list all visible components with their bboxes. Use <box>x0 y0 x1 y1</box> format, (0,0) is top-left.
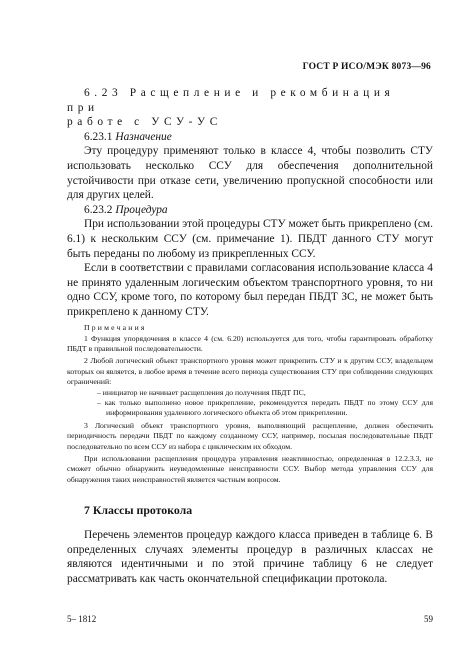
subsection-title: Процедура <box>115 203 168 216</box>
paragraph-purpose: Эту процедуру применяют только в классе 4, чтобы позволить СТУ использовать несколько ССУ для обеспечения дополнительной устойчивости при отказе сети, увеличению пропускной способности или для других целей. <box>67 145 433 202</box>
subsection-title: Назначение <box>115 130 172 143</box>
print-signature: 5– 1812 <box>67 614 97 624</box>
note-3: 3 Логический объект транспортного уровня, выполняющий расщепление, должен обеспечить периодичность передачи ПБДТ по каждому созданному ССУ, например, посылая последовательные ПБДТ последовательно по всем ССУ из набора с циклическим их обходом. <box>67 420 433 451</box>
paragraph-protocol-classes: Перечень элементов процедур каждого класса приведен в таблице 6. В определенных случаях элементы процедур в различных классах не являются идентичными и по этой причине таблицу 6 не следует рассматривать как часть окончательной спецификации протокола. <box>67 529 433 585</box>
page-number: 59 <box>424 614 433 624</box>
note-2: 2 Любой логический объект транспортного уровня может прикрепить СТУ и к другим ССУ, владельцем которых он является, в любое время в течение всего периода существования СТУ при соблюдении следующих ограничений: <box>67 356 433 387</box>
note-4: При использовании расщепления процедура управления неактивностью, определенная в 12.2.3.3, не сможет обычно обнаружить неуведомленные неисправности ССУ. Выбор метода управления ССУ для обнаружения таких неисправностей является частным вопросом. <box>67 453 433 484</box>
section-6-23-heading-line2: работе с УСУ-УС <box>67 116 222 129</box>
subsection-number: 6.23.1 <box>84 130 113 143</box>
subsection-6-23-2-heading <box>67 203 433 218</box>
note-2-bullet-2: – как только выполнено новое прикрепление, рекомендуется передать ПБДТ по этому ССУ для информирования удаленного логического объекта об этом прикреплении. <box>97 397 433 418</box>
note-1: 1 Функция упорядочения в классе 4 (см. 6.20) используется для того, чтобы гарантировать обработку ПБДТ в правильной последовательности. <box>67 333 433 353</box>
subsection-number: 6.23.2 <box>84 203 113 216</box>
paragraph-class4-rule: Если в соответствии с правилами согласования использование класса 4 не принято удаленным логическим объектом транспортного уровня, то ни одно ССУ, кроме того, по которому был передан ПБДТ ЗС, не может быть прикреплено к данному СТУ. <box>67 262 433 318</box>
section-7-heading: 7 Классы протокола <box>84 503 193 518</box>
note-2-bullet-1: – инициатор не начинает расщепления до получения ПБДТ ПС, <box>97 387 306 397</box>
paragraph-procedure: При использовании этой процедуры СТУ может быть прикреплено (см. 6.1) к нескольким ССУ (см. примечание 1). ПБДТ данного СТУ могут быть переданы по любому из прикрепленных ССУ. <box>67 218 433 260</box>
page-footer <box>67 614 433 624</box>
standard-header: ГОСТ Р ИСО/МЭК 8073—96 <box>302 62 431 72</box>
section-6-23-heading-line1: 6.23 Расщепление и рекомбинация при <box>67 87 395 114</box>
notes-heading: Примечания <box>84 322 147 332</box>
page-content <box>67 86 433 587</box>
subsection-6-23-1-heading <box>67 130 433 145</box>
